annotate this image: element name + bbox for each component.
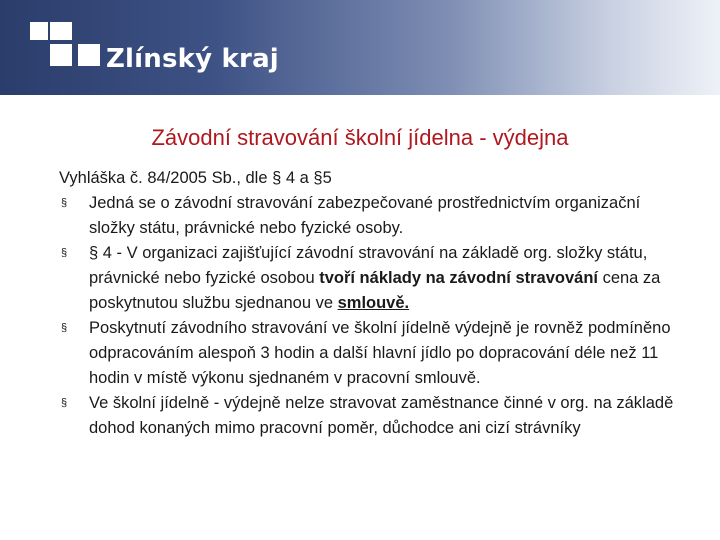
intro-line: Vyhláška č. 84/2005 Sb., dle § 4 a §5 xyxy=(59,169,332,187)
bullet-section-icon: § xyxy=(61,247,68,259)
list-item xyxy=(59,191,679,241)
bullet-list xyxy=(59,191,679,441)
logo-text: Zlínský kraj xyxy=(106,44,279,74)
bullet-text: Poskytnutí závodního stravování ve školní jídelně výdejně je rovněž podmíněno odpracováním alespoň 3 hodin a další hlavní jídlo po dopracování déle než 11 hodin v místě výkonu sjednaném v pracovní smlouvě. xyxy=(89,319,671,387)
bullet-section-icon: § xyxy=(61,322,68,334)
header-banner xyxy=(0,0,720,95)
list-item xyxy=(59,316,679,391)
bullet-bold-text: tvoří náklady na závodní stravování xyxy=(319,269,598,287)
bullet-text: cena za poskytnutou službu sjednanou ve xyxy=(89,269,661,312)
bullet-section-icon: § xyxy=(61,397,68,409)
bullet-bold-underlined-text: smlouvě. xyxy=(337,294,410,312)
list-item xyxy=(59,391,679,441)
bullet-text: Ve školní jídelně - výdejně nelze stravovat zaměstnance činné v org. na základě dohod konaných mimo pracovní poměr, důchodce ani cizí strávníky xyxy=(89,394,674,437)
bullet-section-icon: § xyxy=(61,197,68,209)
list-item xyxy=(59,241,679,316)
logo-squares-icon xyxy=(30,22,100,74)
slide-title: Závodní stravování školní jídelna - výdejna xyxy=(151,125,569,150)
slide-content xyxy=(59,166,679,441)
bullet-text: Jedná se o závodní stravování zabezpečované prostřednictvím organizační složky státu, právnické nebo fyzické osoby. xyxy=(89,194,641,237)
bullet-text: § 4 - V organizaci zajišťující závodní stravování na základě org. složky státu, právnické nebo fyzické osobou xyxy=(89,244,648,287)
